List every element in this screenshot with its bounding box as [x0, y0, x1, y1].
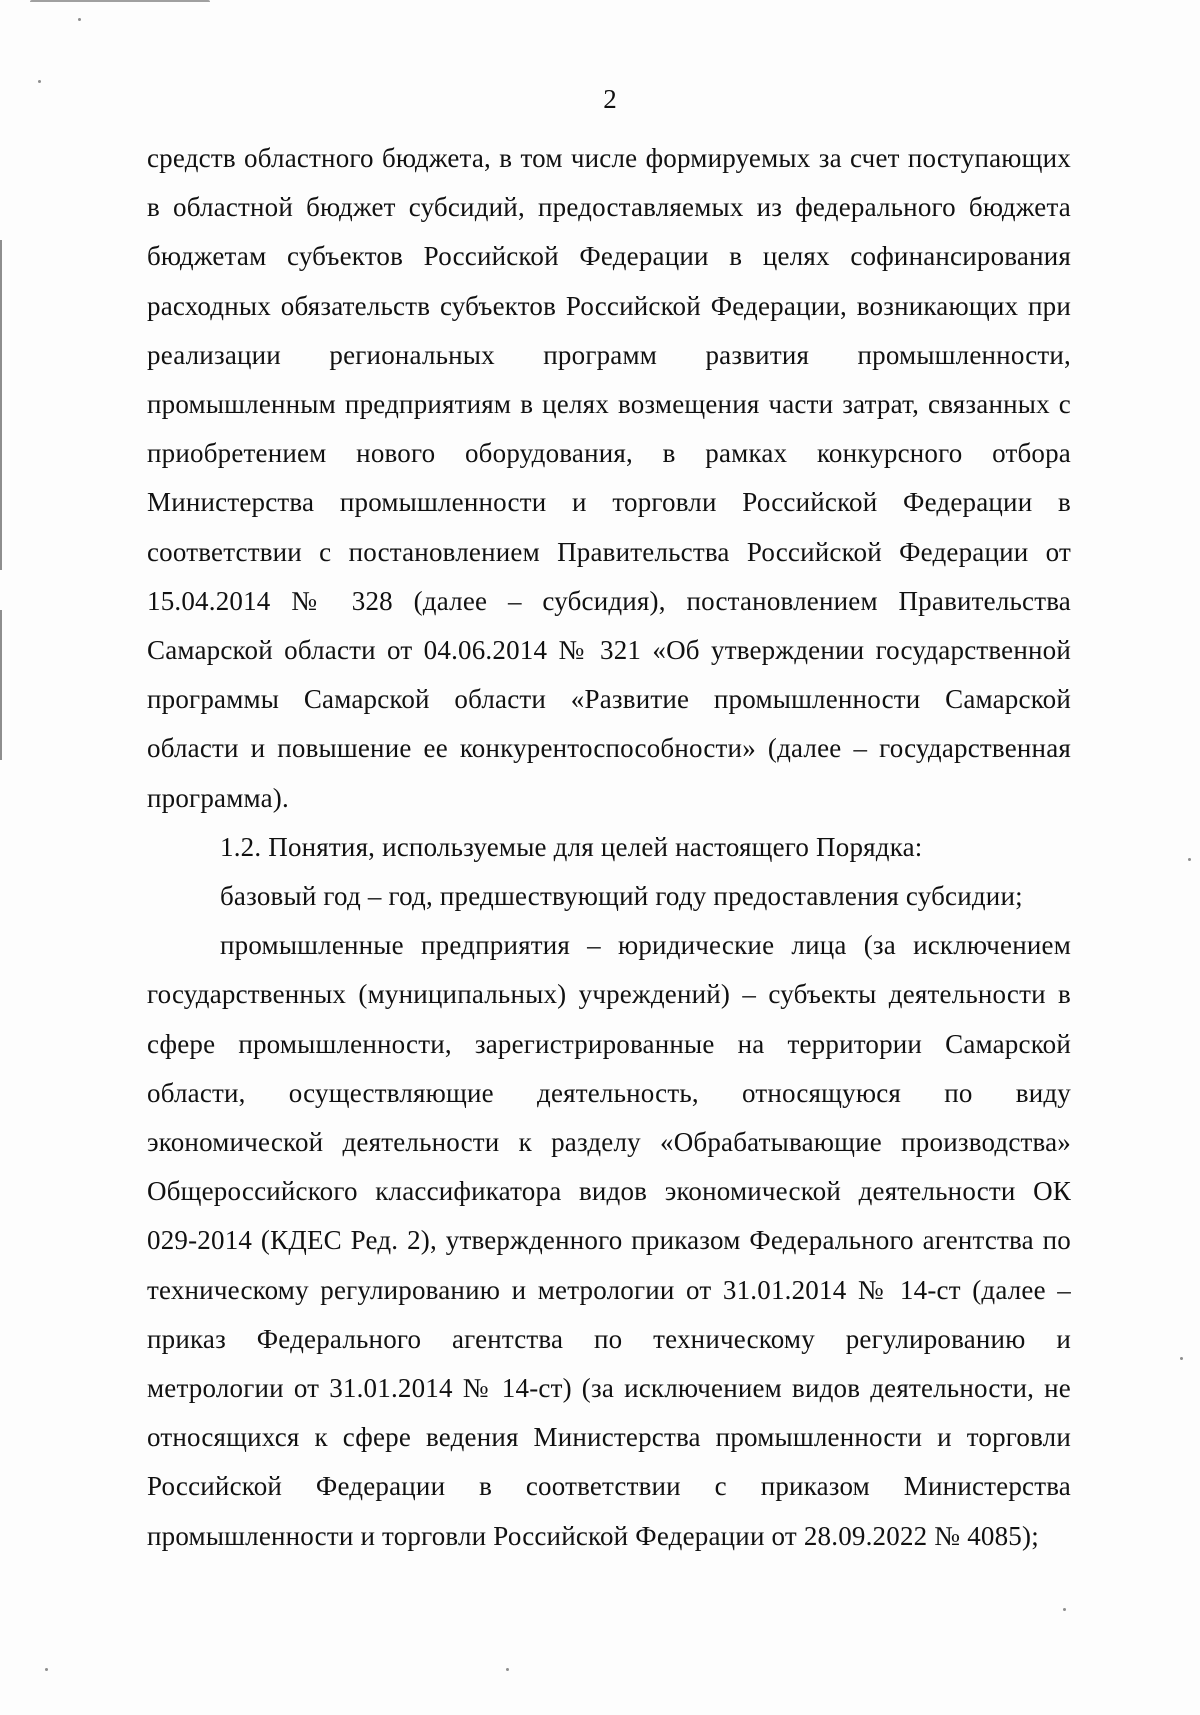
scan-speck	[38, 80, 41, 83]
paragraph-continuation: средств областного бюджета, в том числе формируемых за счет поступающих в областной бюджет субсидий, предоставляемых из федерального бюджета бюджетам субъектов Российской Федерации в целях софинансирования расходных обязательств субъектов Российской Федерации, возникающих при реализации региональных программ развития промышленности, промышленным предприятиям в целях возмещения части затрат, связанных с приобретением нового оборудования, в рамках конкурсного отбора Министерства промышленности и торговли Российской Федерации в соответствии с постановлением Правительства Российской Федерации от 15.04.2014 № 328 (далее – субсидия), постановлением Правительства Самарской области от 04.06.2014 № 321 «Об утверждении государственной программы Самарской области «Развитие промышленности Самарской области и повышение ее конкурентоспособности» (далее – государственная программа).	[147, 143, 1071, 813]
paragraph-definition-industrial-enterprises: промышленные предприятия – юридические лица (за исключением государственных (муниципальных) учреждений) – субъекты деятельности в сфере промышленности, зарегистрированные на территории Самарской области, осуществляющие деятельность, относящуюся по виду экономической деятельности к разделу «Обрабатывающие производства» Общероссийского классификатора видов экономической деятельности ОК 029-2014 (КДЕС Ред. 2), утвержденного приказом Федерального агентства по техническому регулированию и метрологии от 31.01.2014 № 14-ст (далее – приказ Федерального агентства по техническому регулированию и метрологии от 31.01.2014 № 14-ст) (за исключением видов деятельности, не относящихся к сфере ведения Министерства промышленности и торговли Российской Федерации в соответствии с приказом Министерства промышленности и торговли Российской Федерации от 28.09.2022 № 4085);	[147, 930, 1071, 1551]
scan-speck	[78, 18, 81, 21]
scan-speck	[1180, 1357, 1183, 1360]
scan-edge-artifact-left-1	[0, 240, 2, 570]
paragraph-definition-base-year: базовый год – год, предшествующий году предоставления субсидии;	[220, 881, 1023, 912]
scan-speck	[506, 1668, 509, 1671]
scan-speck	[45, 1668, 48, 1671]
scan-edge-artifact-left-2	[0, 610, 2, 760]
scan-speck	[1188, 858, 1191, 861]
scan-edge-artifact-top	[30, 0, 210, 5]
scan-speck	[1063, 1608, 1066, 1611]
paragraph-section-1-2: 1.2. Понятия, используемые для целей настоящего Порядка:	[220, 831, 923, 862]
body-text	[147, 134, 1071, 1561]
page-number: 2	[603, 84, 617, 114]
